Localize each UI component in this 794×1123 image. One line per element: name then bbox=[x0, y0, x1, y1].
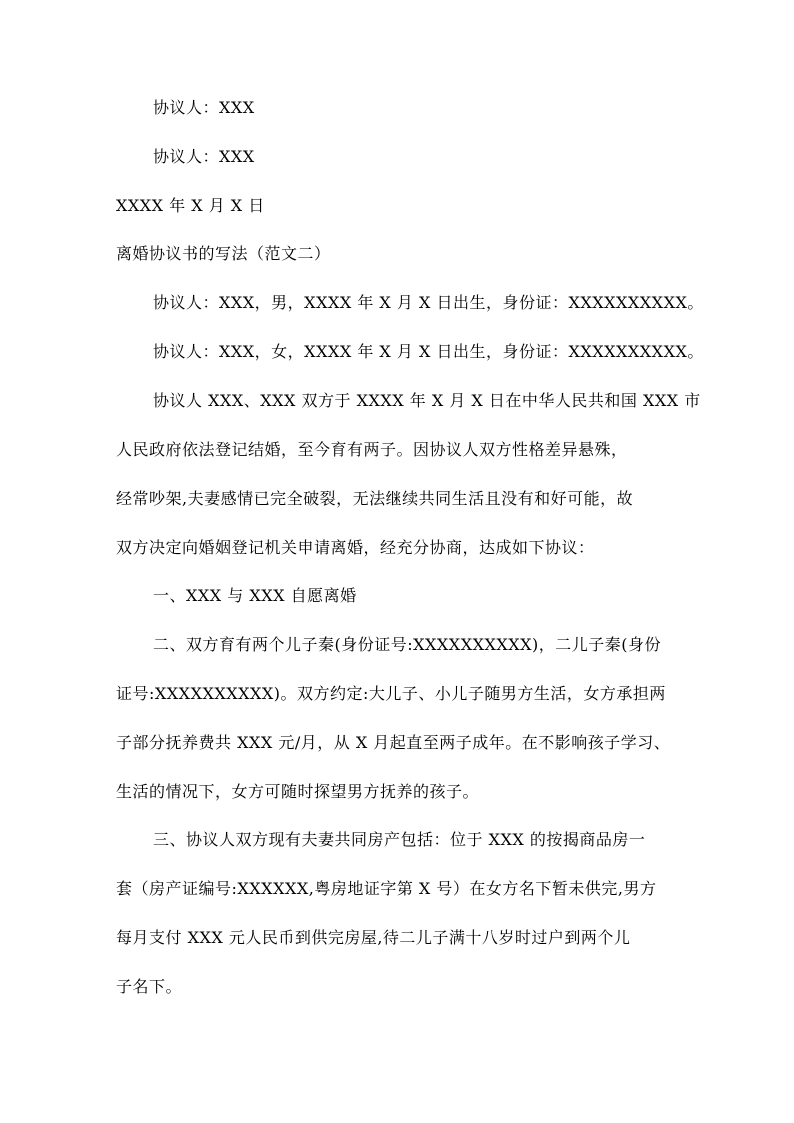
date-line: XXXX 年 X 月 X 日 bbox=[116, 196, 265, 215]
clause-2-line: 子部分抚养费共 XXX 元/月，从 X 月起直至两子成年。在不影响孩子学习、 bbox=[116, 733, 671, 752]
clause-3-line: 子名下。 bbox=[116, 977, 183, 996]
party-female-line: 协议人：XXX，女，XXXX 年 X 月 X 日出生，身份证：XXXXXXXXXX。 bbox=[153, 342, 704, 361]
clause-3-line: 套（房产证编号:XXXXXX,粤房地证字第 X 号）在女方名下暂未供完,男方 bbox=[116, 879, 657, 898]
intro-paragraph-line: 协议人 XXX、XXX 双方于 XXXX 年 X 月 X 日在中华人民共和国 XXX 市 bbox=[153, 391, 701, 410]
intro-paragraph-line: 人民政府依法登记结婚，至今育有两子。因协议人双方性格差异悬殊， bbox=[116, 440, 628, 459]
clause-2-line: 生活的情况下，女方可随时探望男方抚养的孩子。 bbox=[116, 782, 480, 801]
clause-2-line: 证号:XXXXXXXXXX)。双方约定:大儿子、小儿子随男方生活，女方承担两 bbox=[116, 684, 666, 703]
signatory-line-2: 协议人：XXX bbox=[153, 147, 255, 166]
clause-3-line: 每月支付 XXX 元人民币到供完房屋,待二儿子满十八岁时过户到两个儿 bbox=[116, 928, 631, 947]
intro-paragraph-line: 经常吵架,夫妻感情已完全破裂，无法继续共同生活且没有和好可能，故 bbox=[116, 489, 634, 508]
section-heading: 离婚协议书的写法（范文二） bbox=[116, 244, 331, 263]
signatory-line-1: 协议人：XXX bbox=[153, 98, 255, 117]
clause-2-line: 二、双方育有两个儿子秦(身份证号:XXXXXXXXXX)，二儿子秦(身份 bbox=[153, 635, 662, 654]
clause-1-line: 一、XXX 与 XXX 自愿离婚 bbox=[153, 586, 357, 605]
clause-3-line: 三、协议人双方现有夫妻共同房产包括：位于 XXX 的按揭商品房一 bbox=[153, 830, 646, 849]
party-male-line: 协议人：XXX，男，XXXX 年 X 月 X 日出生，身份证：XXXXXXXXXX。 bbox=[153, 293, 704, 312]
intro-paragraph-line: 双方决定向婚姻登记机关申请离婚，经充分协商，达成如下协议： bbox=[116, 538, 595, 557]
